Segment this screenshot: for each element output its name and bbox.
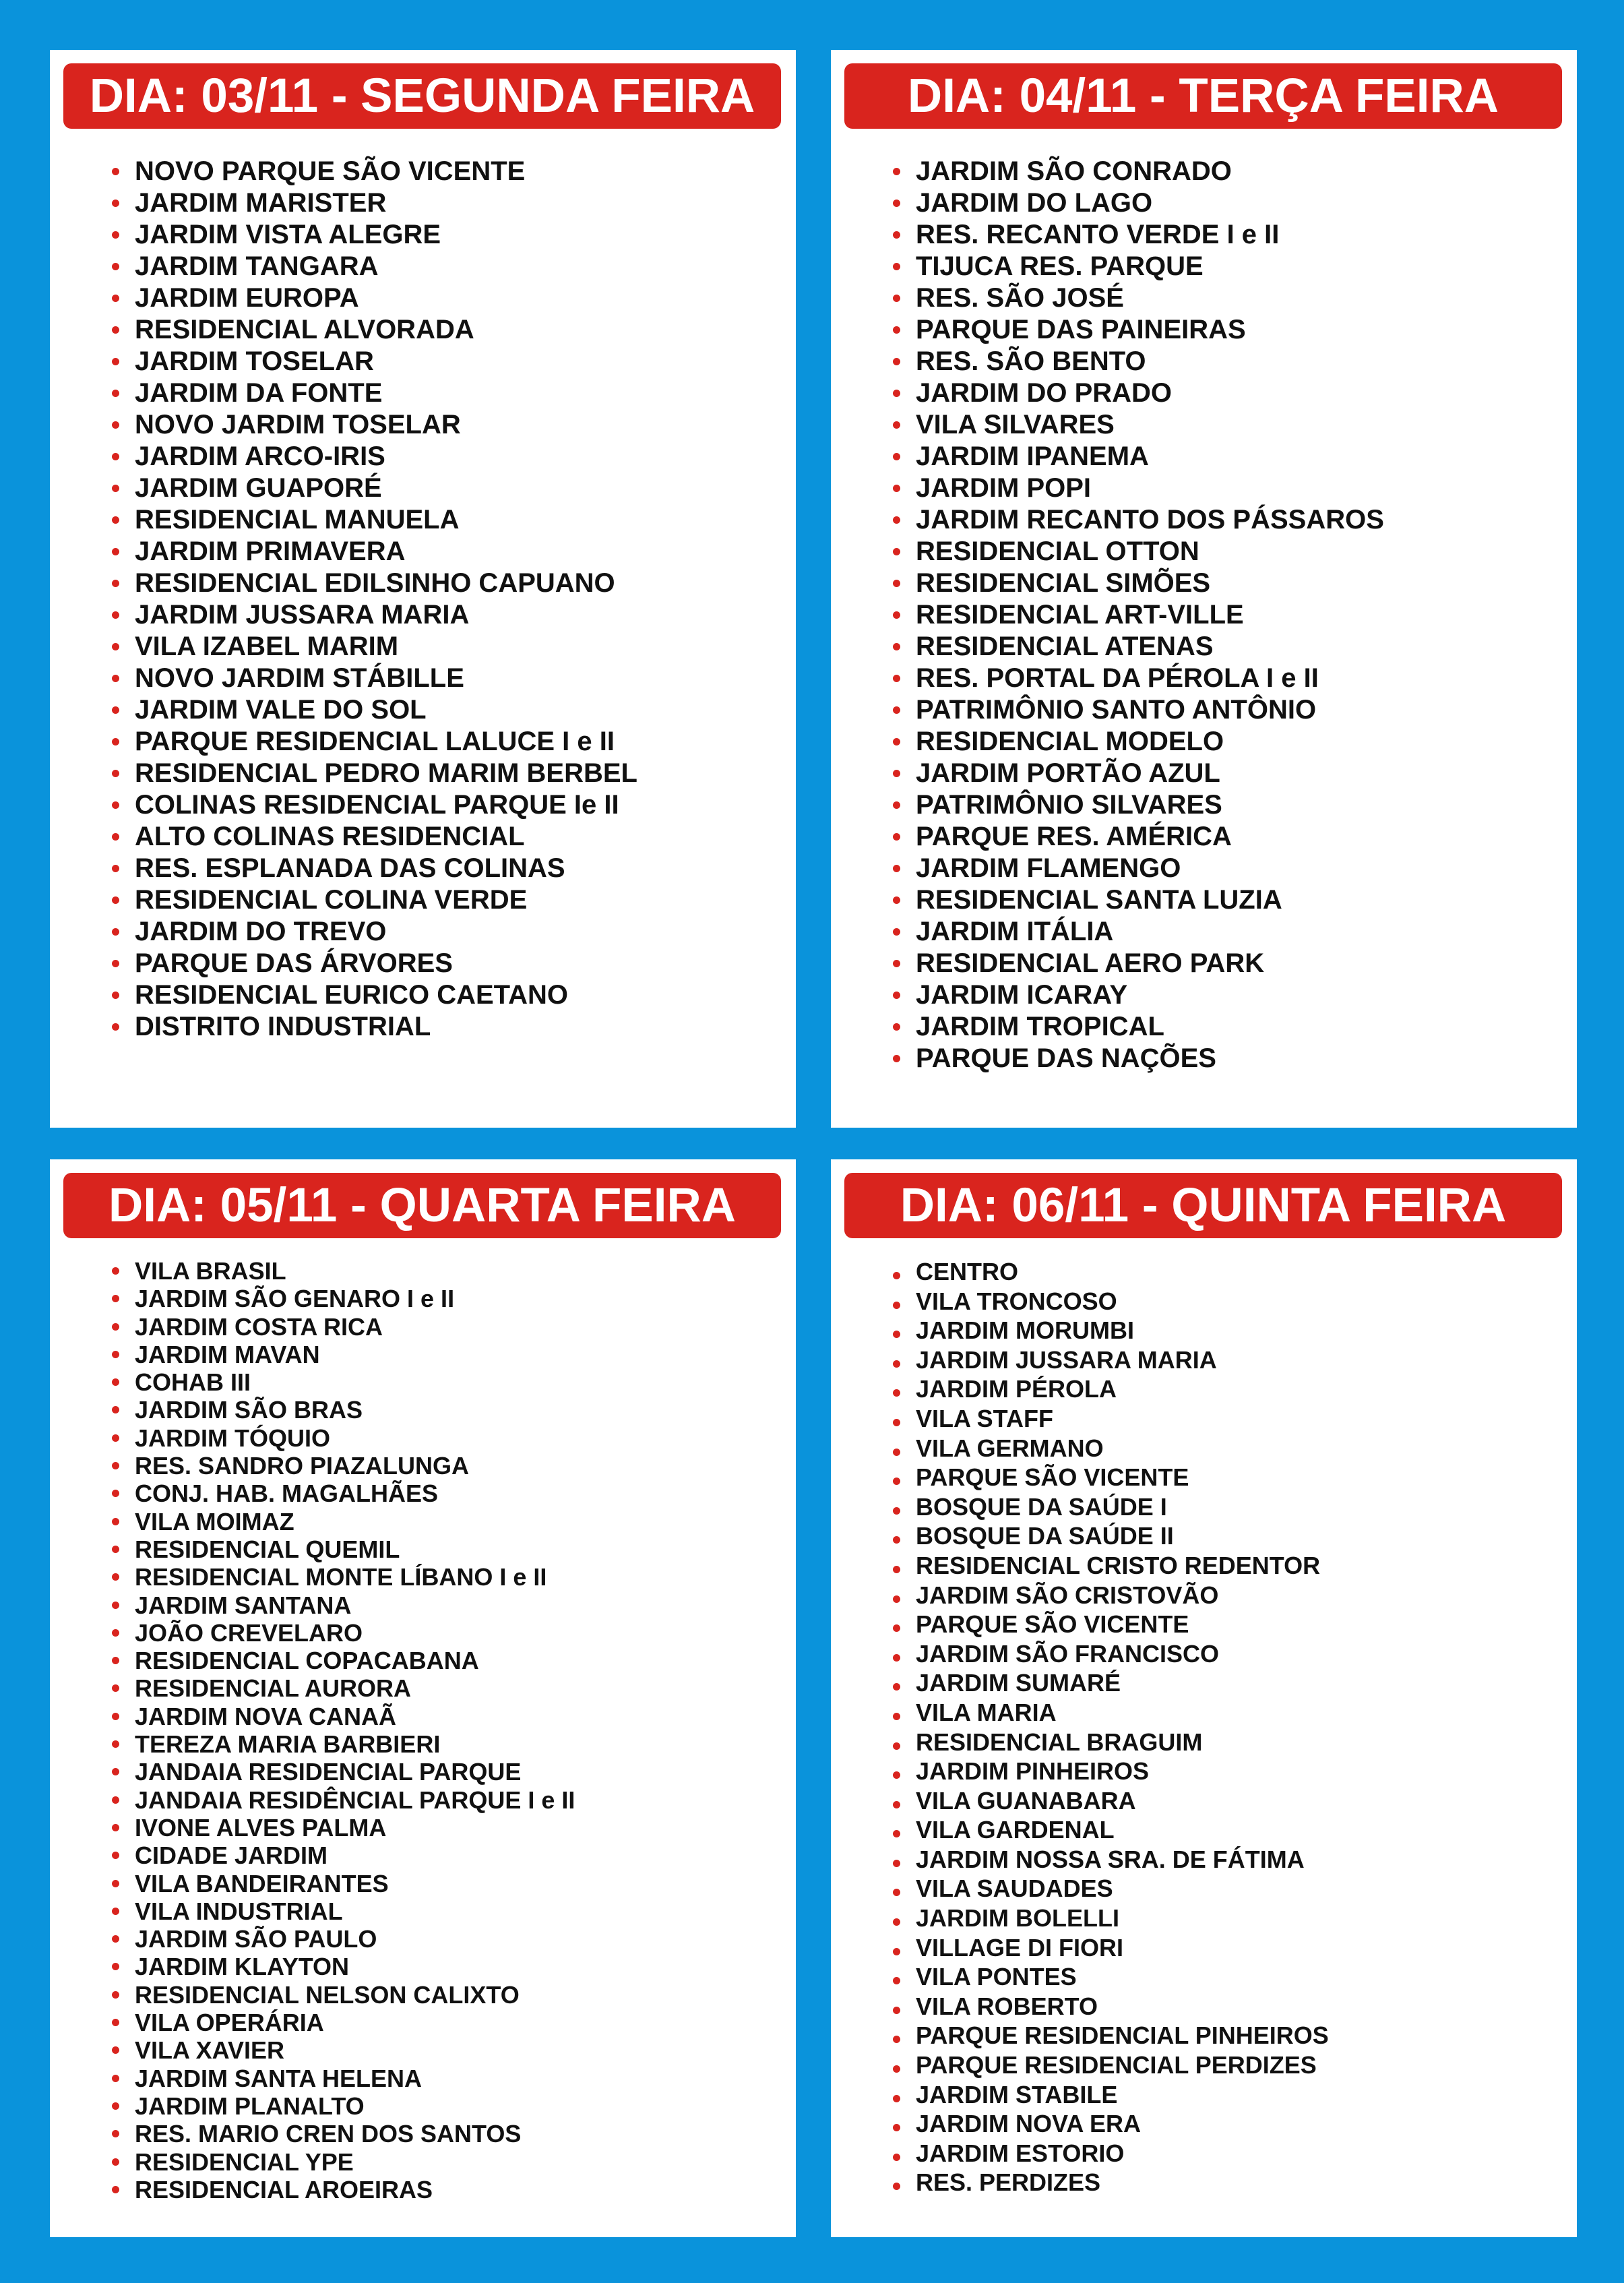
- list-item: RESIDENCIAL COLINA VERDE: [112, 884, 637, 916]
- list-item: PARQUE DAS ÁRVORES: [112, 948, 637, 979]
- list-item: JARDIM KLAYTON: [112, 1953, 575, 1980]
- list-item: VILLAGE DI FIORI: [893, 1933, 1329, 1963]
- list-item: JARDIM NOVA CANAÃ: [112, 1703, 575, 1730]
- list-item: JARDIM DA FONTE: [112, 377, 637, 409]
- list-item: JARDIM SÃO PAULO: [112, 1925, 575, 1953]
- list-item: JARDIM PINHEIROS: [893, 1757, 1329, 1786]
- list-item: JARDIM SÃO BRAS: [112, 1396, 575, 1424]
- panel-title: DIA: 06/11 - QUINTA FEIRA: [844, 1173, 1562, 1238]
- list-item: JARDIM MORUMBI: [893, 1316, 1329, 1345]
- list-item: JARDIM SÃO FRANCISCO: [893, 1639, 1329, 1669]
- list-item: VILA SILVARES: [893, 409, 1384, 441]
- list-item: PARQUE RESIDENCIAL PINHEIROS: [893, 2021, 1329, 2050]
- list-item: RESIDENCIAL ART-VILLE: [893, 599, 1384, 631]
- list-item: BOSQUE DA SAÚDE I: [893, 1492, 1329, 1522]
- list-item: COLINAS RESIDENCIAL PARQUE Ie II: [112, 789, 637, 821]
- list-item: CIDADE JARDIM: [112, 1841, 575, 1869]
- schedule-panel-tuesday: [831, 50, 1577, 1128]
- list-item: VILA TRONCOSO: [893, 1287, 1329, 1316]
- list-item: VILA IZABEL MARIM: [112, 631, 637, 663]
- list-item: RESIDENCIAL CRISTO REDENTOR: [893, 1551, 1329, 1581]
- list-item: JARDIM MARISTER: [112, 187, 637, 219]
- list-item: VILA GERMANO: [893, 1434, 1329, 1463]
- list-item: JARDIM TOSELAR: [112, 346, 637, 377]
- list-item: JARDIM MAVAN: [112, 1341, 575, 1368]
- list-item: VILA BANDEIRANTES: [112, 1870, 575, 1897]
- list-item: JOÃO CREVELARO: [112, 1619, 575, 1647]
- list-item: JARDIM SÃO CRISTOVÃO: [893, 1581, 1329, 1610]
- list-item: PARQUE RESIDENCIAL PERDIZES: [893, 2050, 1329, 2080]
- neighborhood-list: [893, 156, 1384, 1074]
- list-item: JARDIM DO PRADO: [893, 377, 1384, 409]
- list-item: JARDIM ITÁLIA: [893, 916, 1384, 948]
- list-item: VILA ROBERTO: [893, 1992, 1329, 2021]
- neighborhood-list: [893, 1257, 1329, 2197]
- list-item: VILA MOIMAZ: [112, 1508, 575, 1535]
- list-item: ALTO COLINAS RESIDENCIAL: [112, 821, 637, 853]
- list-item: JARDIM EUROPA: [112, 282, 637, 314]
- list-item: JANDAIA RESIDÊNCIAL PARQUE I e II: [112, 1786, 575, 1814]
- list-item: BOSQUE DA SAÚDE II: [893, 1521, 1329, 1551]
- list-item: RESIDENCIAL MANUELA: [112, 504, 637, 536]
- list-item: PARQUE DAS NAÇÕES: [893, 1043, 1384, 1074]
- list-item: DISTRITO INDUSTRIAL: [112, 1011, 637, 1043]
- list-item: JARDIM FLAMENGO: [893, 853, 1384, 884]
- list-item: JARDIM TÓQUIO: [112, 1424, 575, 1452]
- list-item: RESIDENCIAL AROEIRAS: [112, 2176, 575, 2203]
- list-item: RESIDENCIAL BRAGUIM: [893, 1728, 1329, 1757]
- list-item: RES. RECANTO VERDE I e II: [893, 219, 1384, 251]
- list-item: RESIDENCIAL COPACABANA: [112, 1647, 575, 1674]
- list-item: JARDIM JUSSARA MARIA: [893, 1345, 1329, 1375]
- list-item: JARDIM NOVA ERA: [893, 2109, 1329, 2139]
- list-item: JARDIM GUAPORÉ: [112, 473, 637, 504]
- list-item: RESIDENCIAL MONTE LÍBANO I e II: [112, 1563, 575, 1591]
- list-item: PARQUE RES. AMÉRICA: [893, 821, 1384, 853]
- list-item: JARDIM POPI: [893, 473, 1384, 504]
- list-item: JARDIM SÃO GENARO I e II: [112, 1285, 575, 1312]
- list-item: RESIDENCIAL OTTON: [893, 536, 1384, 568]
- schedule-panel-wednesday: [50, 1159, 796, 2237]
- list-item: NOVO PARQUE SÃO VICENTE: [112, 156, 637, 187]
- list-item: RESIDENCIAL SIMÕES: [893, 568, 1384, 599]
- list-item: RES. PORTAL DA PÉROLA I e II: [893, 663, 1384, 694]
- list-item: JARDIM SANTA HELENA: [112, 2065, 575, 2092]
- list-item: JARDIM COSTA RICA: [112, 1313, 575, 1341]
- list-item: RESIDENCIAL YPE: [112, 2148, 575, 2176]
- list-item: RES. SÃO JOSÉ: [893, 282, 1384, 314]
- list-item: TIJUCA RES. PARQUE: [893, 251, 1384, 282]
- list-item: JARDIM IPANEMA: [893, 441, 1384, 473]
- list-item: RESIDENCIAL NELSON CALIXTO: [112, 1981, 575, 2009]
- list-item: RES. ESPLANADA DAS COLINAS: [112, 853, 637, 884]
- list-item: PARQUE SÃO VICENTE: [893, 1463, 1329, 1492]
- list-item: VILA PONTES: [893, 1962, 1329, 1992]
- list-item: CONJ. HAB. MAGALHÃES: [112, 1480, 575, 1507]
- list-item: RES. SANDRO PIAZALUNGA: [112, 1452, 575, 1480]
- list-item: JARDIM ESTORIO: [893, 2139, 1329, 2168]
- list-item: JARDIM BOLELLI: [893, 1904, 1329, 1933]
- list-item: RES. MARIO CREN DOS SANTOS: [112, 2120, 575, 2148]
- list-item: PARQUE RESIDENCIAL LALUCE I e II: [112, 726, 637, 758]
- list-item: PATRIMÔNIO SANTO ANTÔNIO: [893, 694, 1384, 726]
- list-item: RESIDENCIAL AERO PARK: [893, 948, 1384, 979]
- panel-title: DIA: 05/11 - QUARTA FEIRA: [63, 1173, 781, 1238]
- list-item: RESIDENCIAL MODELO: [893, 726, 1384, 758]
- list-item: NOVO JARDIM STÁBILLE: [112, 663, 637, 694]
- list-item: JARDIM PORTÃO AZUL: [893, 758, 1384, 789]
- list-item: RES. SÃO BENTO: [893, 346, 1384, 377]
- list-item: JARDIM PRIMAVERA: [112, 536, 637, 568]
- list-item: RESIDENCIAL EURICO CAETANO: [112, 979, 637, 1011]
- list-item: RESIDENCIAL ATENAS: [893, 631, 1384, 663]
- list-item: JARDIM TANGARA: [112, 251, 637, 282]
- list-item: JARDIM STABILE: [893, 2080, 1329, 2110]
- list-item: PARQUE DAS PAINEIRAS: [893, 314, 1384, 346]
- list-item: TEREZA MARIA BARBIERI: [112, 1730, 575, 1758]
- list-item: VILA OPERÁRIA: [112, 2009, 575, 2036]
- list-item: JARDIM VISTA ALEGRE: [112, 219, 637, 251]
- schedule-panel-thursday: [831, 1159, 1577, 2237]
- list-item: JARDIM PLANALTO: [112, 2092, 575, 2120]
- list-item: JARDIM DO LAGO: [893, 187, 1384, 219]
- list-item: JARDIM ICARAY: [893, 979, 1384, 1011]
- list-item: JANDAIA RESIDENCIAL PARQUE: [112, 1758, 575, 1786]
- list-item: JARDIM DO TREVO: [112, 916, 637, 948]
- list-item: CENTRO: [893, 1257, 1329, 1287]
- list-item: RES. PERDIZES: [893, 2168, 1329, 2197]
- list-item: RESIDENCIAL ALVORADA: [112, 314, 637, 346]
- list-item: VILA GUANABARA: [893, 1786, 1329, 1816]
- list-item: PARQUE SÃO VICENTE: [893, 1610, 1329, 1639]
- list-item: VILA STAFF: [893, 1404, 1329, 1434]
- list-item: RESIDENCIAL EDILSINHO CAPUANO: [112, 568, 637, 599]
- list-item: JARDIM ARCO-IRIS: [112, 441, 637, 473]
- list-item: VILA MARIA: [893, 1698, 1329, 1728]
- list-item: JARDIM SANTANA: [112, 1591, 575, 1619]
- list-item: RESIDENCIAL AURORA: [112, 1674, 575, 1702]
- list-item: COHAB III: [112, 1368, 575, 1396]
- neighborhood-list: [112, 1257, 575, 2203]
- list-item: JARDIM VALE DO SOL: [112, 694, 637, 726]
- list-item: VILA BRASIL: [112, 1257, 575, 1285]
- neighborhood-list: [112, 156, 637, 1043]
- list-item: JARDIM TROPICAL: [893, 1011, 1384, 1043]
- list-item: JARDIM JUSSARA MARIA: [112, 599, 637, 631]
- list-item: VILA GARDENAL: [893, 1815, 1329, 1845]
- list-item: RESIDENCIAL QUEMIL: [112, 1535, 575, 1563]
- list-item: IVONE ALVES PALMA: [112, 1814, 575, 1841]
- panel-title: DIA: 04/11 - TERÇA FEIRA: [844, 63, 1562, 129]
- list-item: JARDIM RECANTO DOS PÁSSAROS: [893, 504, 1384, 536]
- list-item: JARDIM SUMARÉ: [893, 1668, 1329, 1698]
- list-item: RESIDENCIAL SANTA LUZIA: [893, 884, 1384, 916]
- list-item: JARDIM SÃO CONRADO: [893, 156, 1384, 187]
- list-item: NOVO JARDIM TOSELAR: [112, 409, 637, 441]
- panel-title: DIA: 03/11 - SEGUNDA FEIRA: [63, 63, 781, 129]
- list-item: JARDIM PÉROLA: [893, 1374, 1329, 1404]
- list-item: VILA SAUDADES: [893, 1874, 1329, 1904]
- list-item: PATRIMÔNIO SILVARES: [893, 789, 1384, 821]
- list-item: JARDIM NOSSA SRA. DE FÁTIMA: [893, 1845, 1329, 1875]
- list-item: VILA INDUSTRIAL: [112, 1897, 575, 1925]
- list-item: VILA XAVIER: [112, 2036, 575, 2064]
- list-item: RESIDENCIAL PEDRO MARIM BERBEL: [112, 758, 637, 789]
- schedule-panel-monday: [50, 50, 796, 1128]
